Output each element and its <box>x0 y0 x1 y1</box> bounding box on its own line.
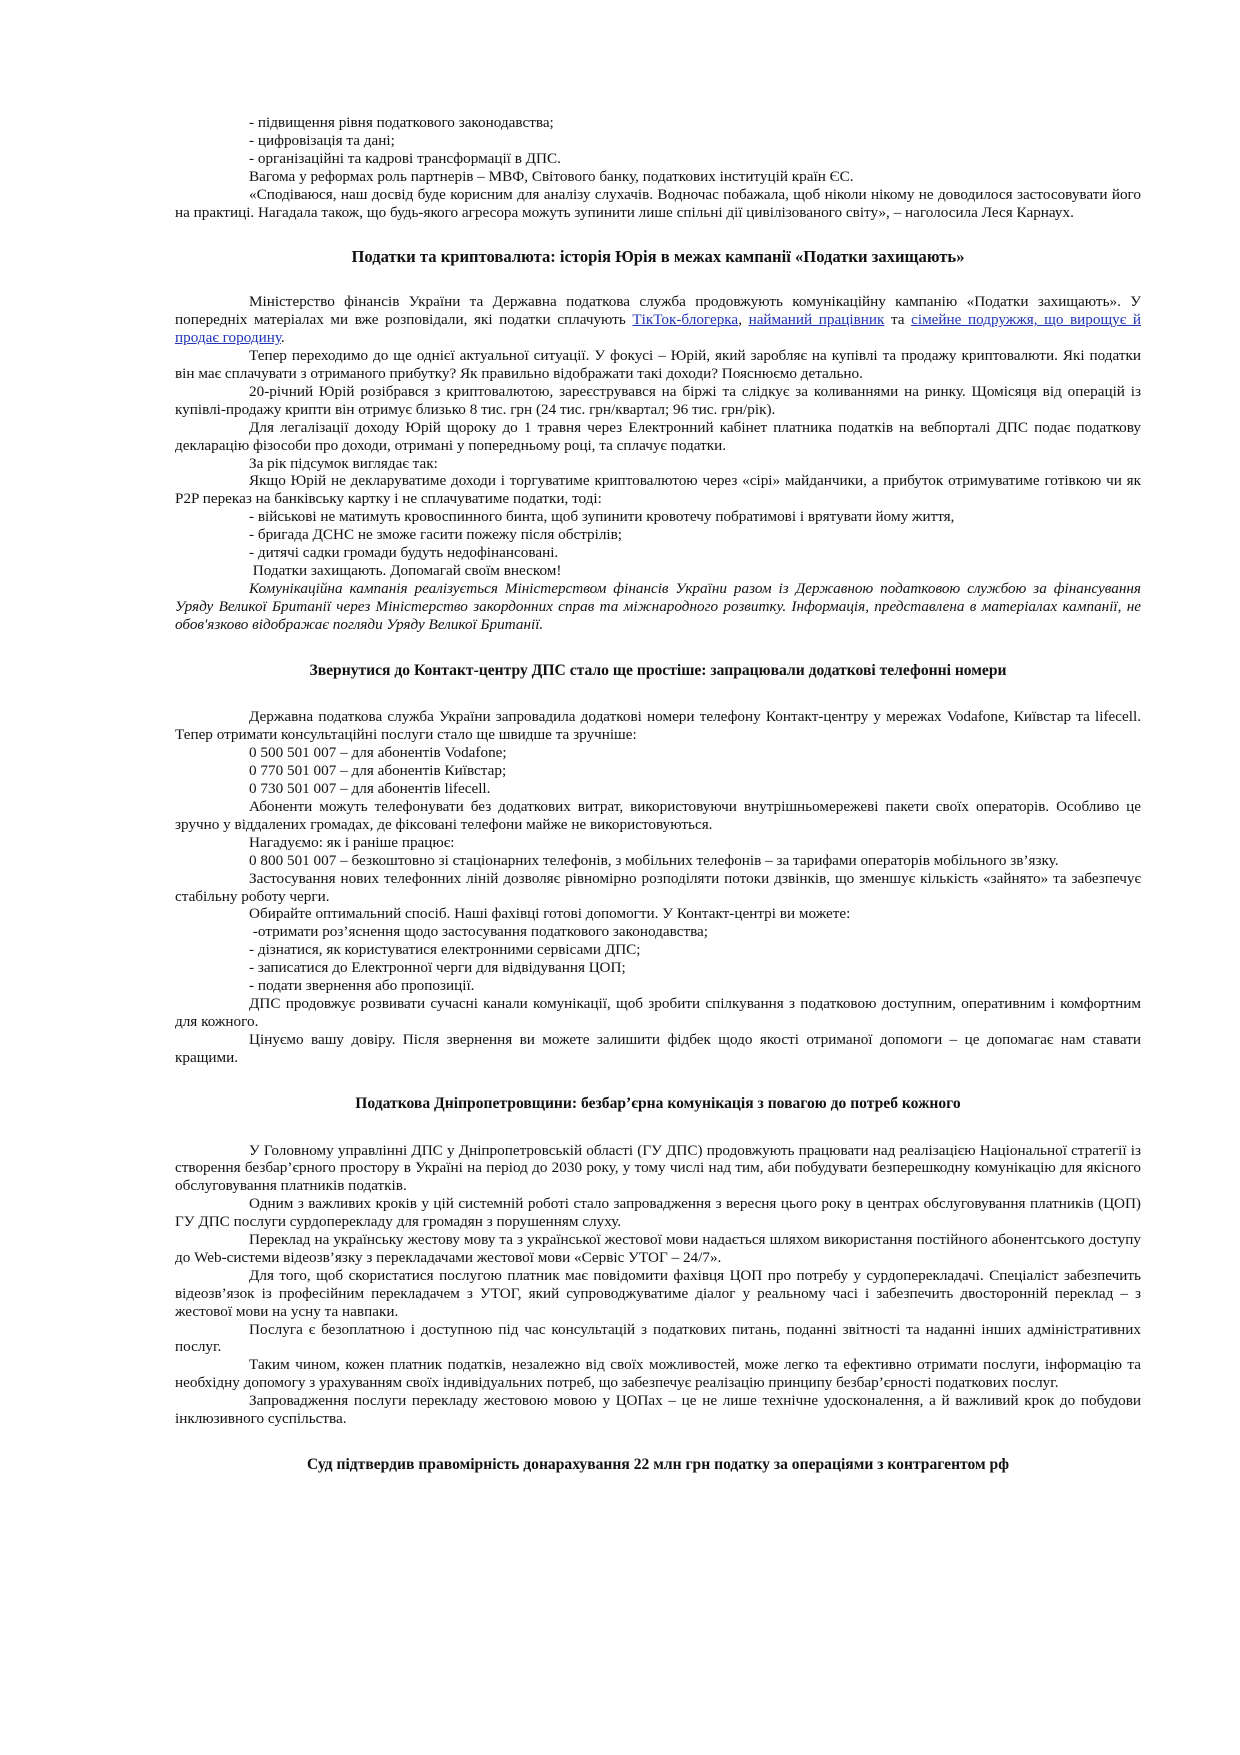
paragraph: Державна податкова служба України запровадила додаткові номери телефону Контакт-центру у мережах Vodafone, Київстар та lifecell. Тепер отримати консультаційні послуги стало ще швидше та зручніше: <box>175 708 1141 744</box>
paragraph: За рік підсумок виглядає так: <box>249 454 438 472</box>
paragraph: Цінуємо вашу довіру. Після звернення ви можете залишити фідбек щодо якості отриманої допомоги – це допомагає нам ставати кращими. <box>175 1030 1141 1066</box>
list-item: - дізнатися, як користуватися електронними сервісами ДПС; <box>249 941 641 959</box>
link-tiktok-blogger[interactable]: ТікТок-блогерка <box>632 311 739 329</box>
article-title: Суд підтвердив правомірність донарахування 22 млн грн податку за операціями з контрагентом рф <box>306 1456 1009 1473</box>
paragraph: Тепер переходимо до ще однієї актуальної ситуації. У фокусі – Юрій, який заробляє на купівлі та продажу криптовалюти. Які податки він має сплачувати з отриманого прибутку? Як правильно відображати такі доходи? Пояснюємо детально. <box>175 347 1141 382</box>
paragraph: Якщо Юрій не декларуватиме доходи і торгуватиме криптовалютою через «сірі» майданчики, а прибуток отримуватиме готівкою чи як P2P переказ на банківську картку і не сплачуватиме податки, тоді: <box>175 472 1141 508</box>
article-barrier-free <box>175 1095 1141 1428</box>
article-crypto <box>175 248 1141 633</box>
article-contact-center <box>175 662 1141 1067</box>
paragraph: Запровадження послуги перекладу жестовою мовою у ЦОПах – це не лише технічне удосконалення, а й важливий крок до побудови інклюзивного суспільства. <box>175 1392 1141 1428</box>
list-item: -отримати роз’яснення щодо застосування податкового законодавства; <box>249 923 709 941</box>
paragraph: 20-річний Юрій розібрався з криптовалютою, зареєструвався на біржі та слідкує за коливаннями на ринку. Щомісяця від операцій із купівлі-продажу крипти він отримує близько 8 тис. грн (24 тис. грн/квартал; 96 тис. грн/рік). <box>175 382 1141 418</box>
paragraph: У Головному управлінні ДПС у Дніпропетровській області (ГУ ДПС) продовжують працювати над реалізацією Національної стратегії із створення безбар’єрного простору в Україні на період до 2030 року, у тому числі над тим, аби побудувати безперешкодну комунікацію для якісного обслуговування платників податків. <box>175 1141 1141 1195</box>
article-title: Податкова Дніпропетровщини: безбар’єрна комунікація з повагою до потреб кожного <box>355 1094 961 1112</box>
list-item: - записатися до Електронної черги для відвідування ЦОП; <box>249 959 626 977</box>
link-hired-worker[interactable]: найманий працівник <box>748 311 885 329</box>
paragraph: Таким чином, кожен платник податків, незалежно від своїх можливостей, може легко та ефективно отримати послуги, інформацію та необхідну допомогу з урахуванням своїх індивідуальних потреб, що забезпечує реалізацію принципу безбар’єрності податкових послуг. <box>175 1356 1141 1392</box>
list-item: - цифровізація та дані; <box>249 131 395 149</box>
list-item: - подати звернення або пропозиції. <box>249 977 475 995</box>
paragraph: Обирайте оптимальний спосіб. Наші фахівці готові допомогти. У Контакт-центрі ви можете: <box>249 905 851 923</box>
paragraph: Одним з важливих кроків у цій системній роботі стало запровадження з вересня цього року в центрах обслуговування платників (ЦОП) ГУ ДПС послуги сурдоперекладу для громадян з порушенням слуху. <box>175 1195 1141 1231</box>
phone-item: 0 730 501 007 – для абонентів lifecell. <box>249 780 491 798</box>
paragraph-text: . <box>280 329 285 347</box>
paragraph: Нагадуємо: як і раніше працює: <box>249 833 455 851</box>
list-item: - підвищення рівня податкового законодавства; <box>249 114 554 131</box>
phone-item: 0 500 501 007 – для абонентів Vodafone; <box>249 744 507 762</box>
intro-section <box>175 114 1141 221</box>
phone-item: 0 770 501 007 – для абонентів Київстар; <box>249 762 507 780</box>
paragraph: Послуга є безоплатною і доступною під час консультацій з податкових питань, поданні звітності та наданні інших адміністративних послуг. <box>175 1320 1141 1356</box>
separator-text: та <box>884 311 912 329</box>
link-family-couple[interactable]: сімейне подружжя, що вирощує й продає городину <box>175 311 1141 347</box>
paragraph: Для легалізації доходу Юрій щороку до 1 травня через Електронний кабінет платника податків на вебпорталі ДПС подає податкову декларацію фізособи про доходи, отримані у попередньому році, та сплачує податки. <box>175 418 1141 454</box>
document-page <box>175 114 1141 1503</box>
list-item: - бригада ДСНС не зможе гасити пожежу після обстрілів; <box>249 526 623 544</box>
slogan: Податки захищають. Допомагай своїм внеском! <box>249 561 562 579</box>
list-item: - організаційні та кадрові трансформації в ДПС. <box>249 149 561 167</box>
paragraph: ДПС продовжує розвивати сучасні канали комунікації, щоб зробити спілкування з податковою доступним, оперативним і комфортним для кожного. <box>175 994 1141 1030</box>
list-item: - військові не матимуть кровоспинного бинта, щоб зупинити кровотечу побратимові і врятувати йому життя, <box>249 508 955 526</box>
disclaimer: Комунікаційна кампанія реалізується Міністерством фінансів України разом із Державною податковою службою за фінансування Уряду Великої Британії через Міністерство закордонних справ та міжнародного розвитку. Інформація, представлена в матеріалах кампанії, не обов'язково відображає погляди Уряду Великої Британії. <box>175 579 1141 633</box>
article-court <box>175 1456 1141 1474</box>
article-title: Податки та криптовалюта: історія Юрія в межах кампанії «Податки захищають» <box>351 247 965 267</box>
paragraph-text: Міністерство фінансів України та Державна податкова служба продовжують комунікаційну кампанію «Податки захищають». У попередніх матеріалах ми вже розповідали, які податки сплачують <box>175 293 1141 329</box>
list-item: - дитячі садки громади будуть недофінансовані. <box>249 544 559 562</box>
article-title: Звернутися до Контакт-центру ДПС стало ще простіше: запрацювали додаткові телефонні номери <box>309 661 1007 679</box>
separator-text: , <box>738 311 749 329</box>
paragraph-partners: Вагома у реформах роль партнерів – МВФ, Світового банку, податкових інституцій країн ЄС. <box>249 167 854 185</box>
paragraph: Абоненти можуть телефонувати без додаткових витрат, використовуючи внутрішньомережеві пакети своїх операторів. Особливо це зручно у віддалених громадах, де фіксовані телефони майже не використовуються. <box>175 798 1141 833</box>
paragraph: Застосування нових телефонних ліній дозволяє рівномірно розподіляти потоки дзвінків, що зменшує кількість «зайнято» та забезпечує стабільну роботу черги. <box>175 869 1141 905</box>
paragraph <box>175 293 1141 347</box>
paragraph: Для того, щоб скористатися послугою платник має повідомити фахівця ЦОП про потребу у сурдоперекладачі. Спеціаліст забезпечить відеозв’язок із професійним перекладачем з УТОГ, який супроводжуватиме діалог у реальному часі і забезпечить двосторонній переклад – з жестової мови на усну та навпаки. <box>175 1266 1141 1320</box>
paragraph-quote: «Сподіваюся, наш досвід буде корисним для аналізу слухачів. Водночас побажала, щоб ніколи нікому не доводилося застосовувати його на практиці. Нагадала також, що будь-якого агресора можуть зупинити лише спільні дії цивілізованого світу», – наголосила Леся Карнаух. <box>175 185 1141 221</box>
paragraph: Переклад на українську жестову мову та з української жестової мови надається шляхом використання постійного абонентського доступу до Web-системи відеозв’язку з перекладачами жестової мови «Сервіс УТОГ – 24/7». <box>175 1231 1141 1266</box>
paragraph: 0 800 501 007 – безкоштовно зі стаціонарних телефонів, з мобільних телефонів – за тарифами операторів мобільного зв’язку. <box>249 851 1059 869</box>
